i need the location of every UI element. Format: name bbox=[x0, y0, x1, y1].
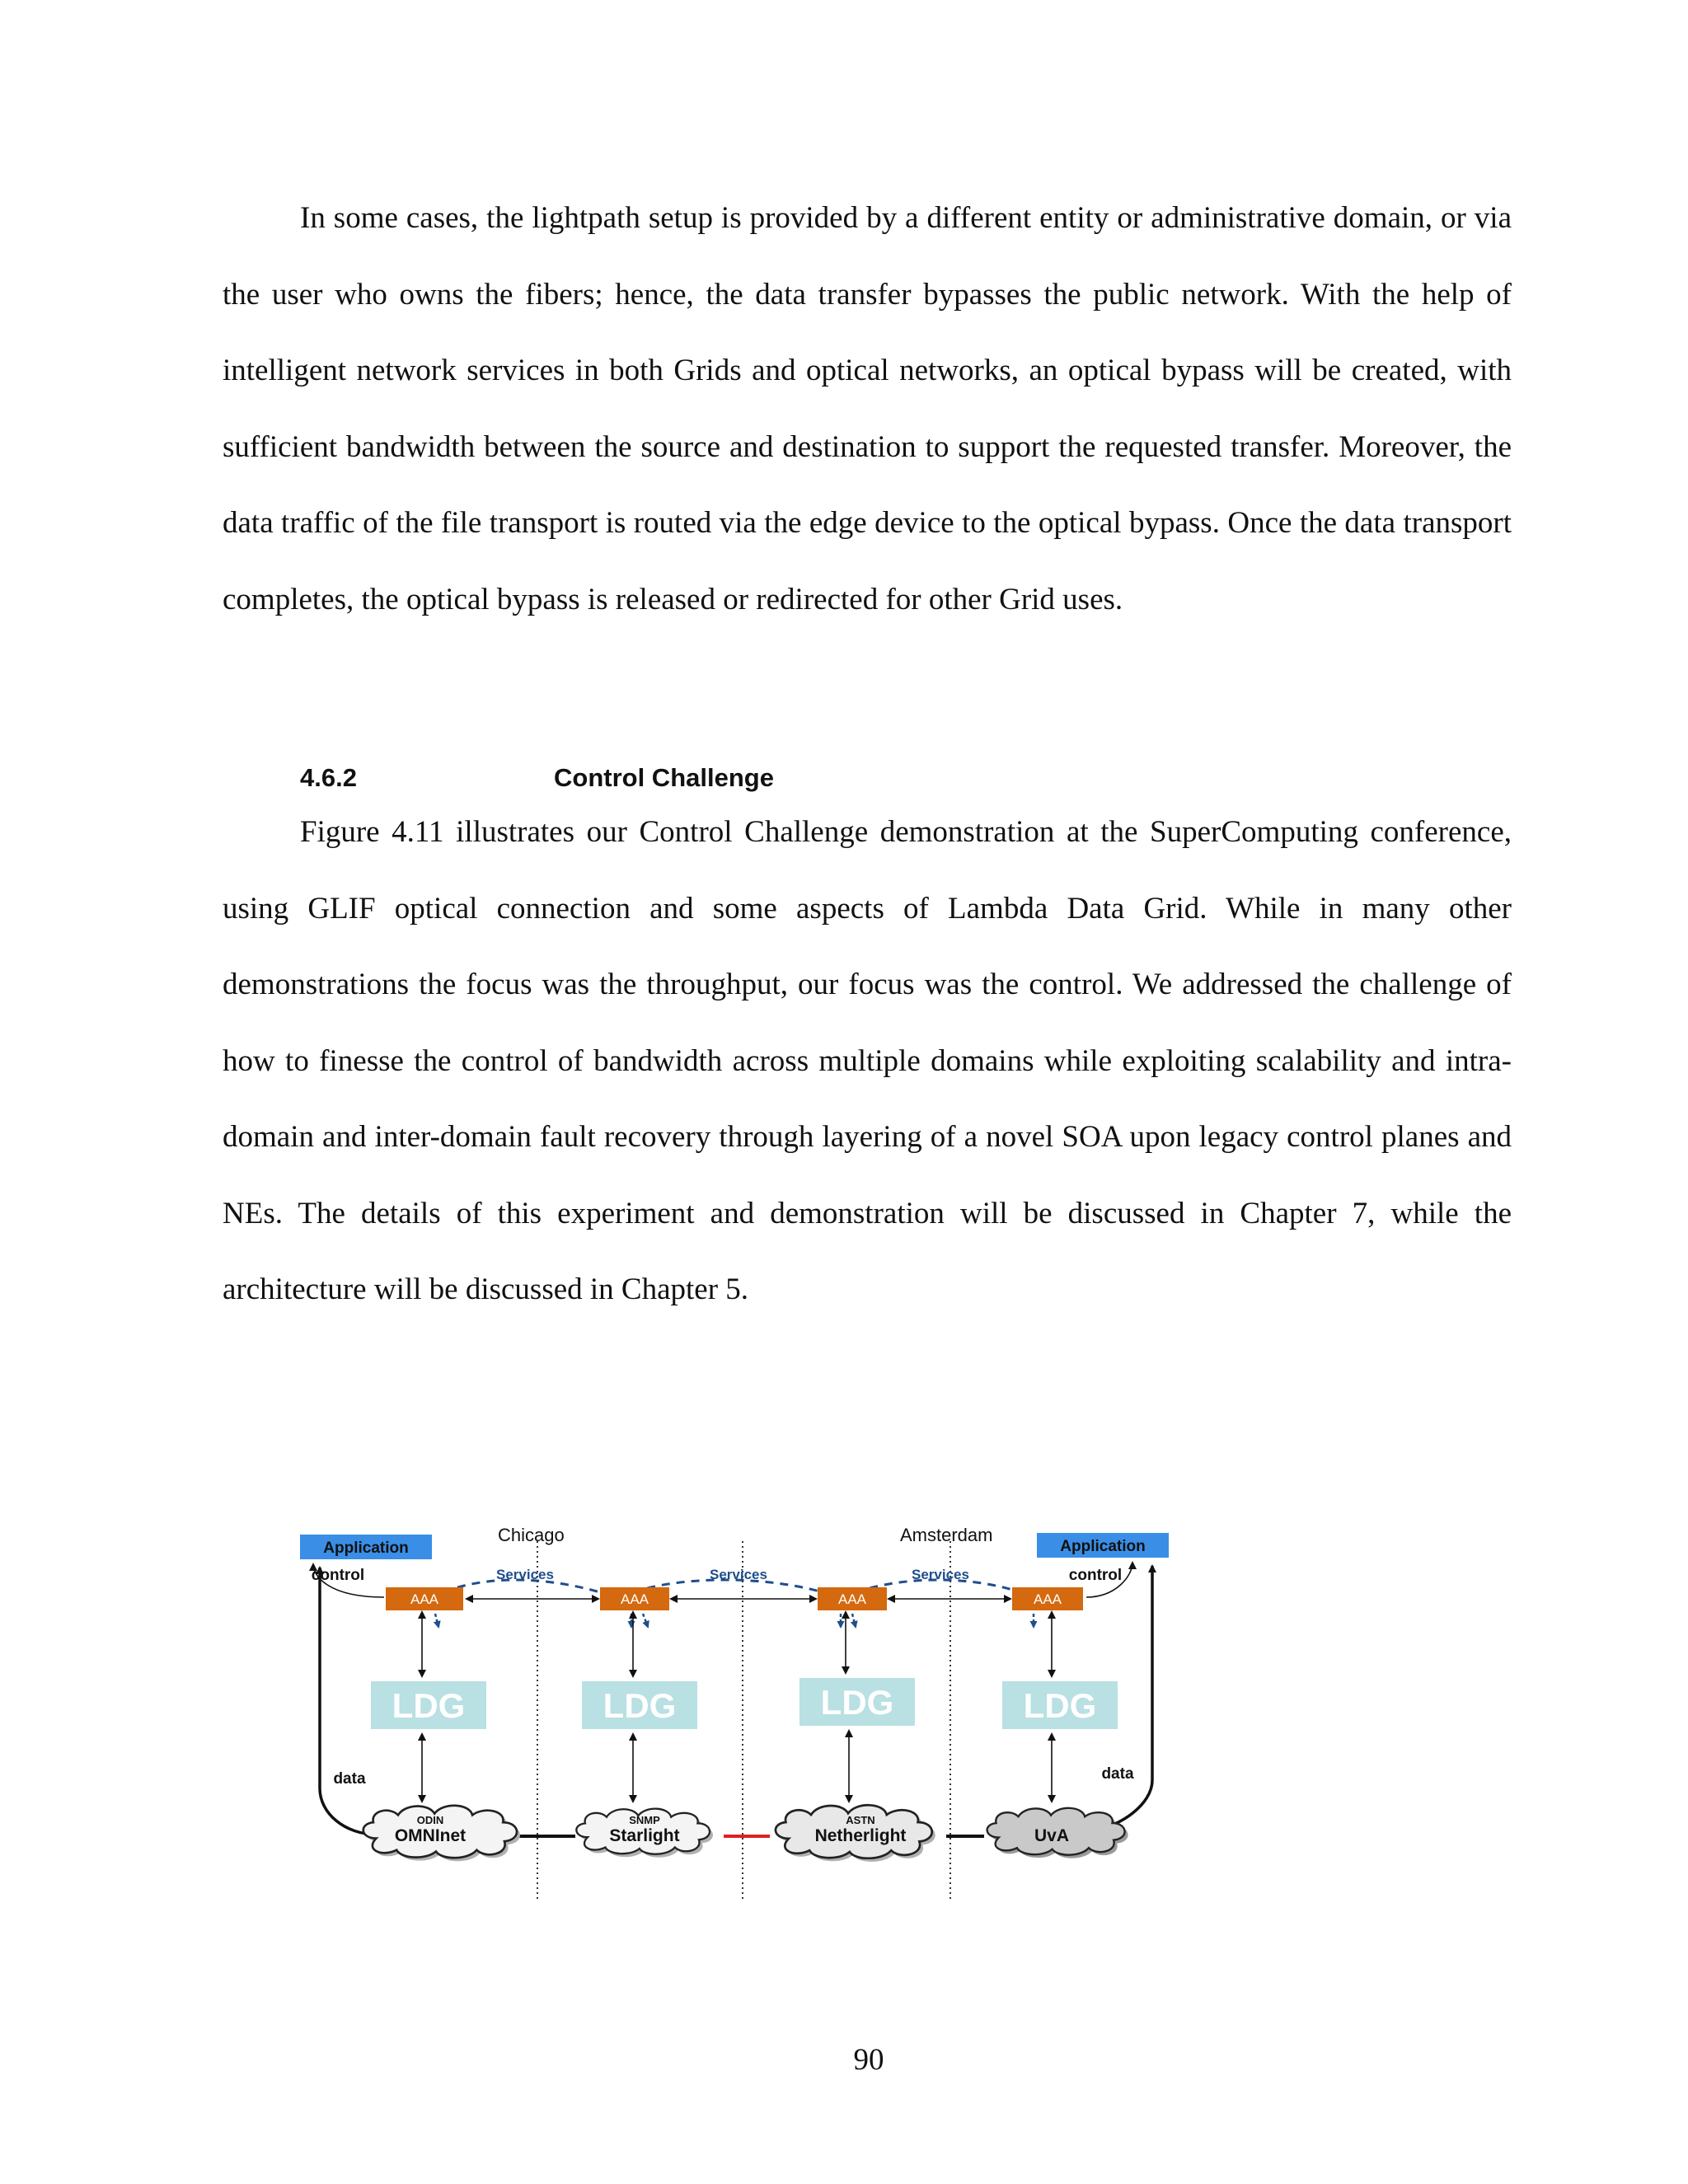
aaa-node-2 bbox=[600, 1587, 669, 1610]
control-label-right: control bbox=[1068, 1567, 1123, 1584]
paragraph-1-text: In some cases, the lightpath setup is provided by a different entity or administrative domain, or via the user who owns the fibers; hence, the data transfer bypasses the public network. With the help of intelligent network services in both Grids and optical networks, an optical bypass will be created, with sufficient bandwidth between the source and destination to support the requested transfer. Moreover, the data traffic of the file transport is routed via the edge device to the optical bypass. Once the data transport completes, the optical bypass is released or redirected for other Grid uses. bbox=[223, 201, 1512, 616]
aaa-label-2: AAA bbox=[620, 1591, 649, 1607]
paragraph-lightpath bbox=[223, 180, 1512, 638]
application-label-left: Application bbox=[323, 1540, 409, 1557]
aaa-node-1 bbox=[386, 1587, 463, 1610]
section-heading bbox=[300, 762, 774, 794]
services-label-1: Services bbox=[496, 1567, 554, 1582]
cloud-omninet bbox=[363, 1806, 520, 1861]
aaa-label-1: AAA bbox=[410, 1591, 439, 1607]
blue-arrows bbox=[435, 1614, 1034, 1627]
control-label-left: control bbox=[311, 1567, 365, 1584]
aaa-label-4: AAA bbox=[1033, 1591, 1062, 1607]
aaa-label-3: AAA bbox=[837, 1591, 867, 1607]
page-number: 90 bbox=[853, 2043, 884, 2077]
ldg-label-4: LDG bbox=[1023, 1686, 1097, 1725]
ldg-node-2 bbox=[582, 1681, 697, 1729]
ldg-label-1: LDG bbox=[392, 1686, 466, 1725]
cloud-uva bbox=[987, 1808, 1128, 1858]
cloud-name-netherlight: Netherlight bbox=[814, 1826, 907, 1845]
city-label-amsterdam: Amsterdam bbox=[900, 1525, 993, 1545]
ldg-node-1 bbox=[371, 1681, 486, 1729]
paragraph-2-text: Figure 4.11 illustrates our Control Challenge demonstration at the SuperComputing conference, using GLIF optical connection and some aspects of Lambda Data Grid. While in many other demonstrations the focus was the throughput, our focus was the control. We addressed the challenge of how to finesse the control of bandwidth across multiple domains while exploiting scalability and intra-domain and inter-domain fault recovery through layering of a novel SOA upon legacy control planes and NEs. The details of this experiment and demonstration will be discussed in Chapter 7, while the architecture will be discussed in Chapter 5. bbox=[223, 815, 1512, 1306]
services-label-3: Services bbox=[912, 1567, 969, 1582]
control-challenge-figure bbox=[295, 1516, 1185, 1912]
ldg-label-3: LDG bbox=[820, 1683, 894, 1722]
cloud-starlight bbox=[576, 1809, 713, 1858]
ldg-node-4 bbox=[1002, 1681, 1118, 1729]
cloud-name-starlight: Starlight bbox=[609, 1826, 680, 1845]
section-number: 4.6.2 bbox=[300, 763, 357, 792]
cloud-netherlight bbox=[776, 1805, 935, 1862]
ldg-label-2: LDG bbox=[603, 1686, 677, 1725]
cloud-name-uva: UvA bbox=[1034, 1826, 1070, 1845]
application-label-right: Application bbox=[1060, 1538, 1146, 1555]
cloud-protocol-snmp: SNMP bbox=[629, 1814, 660, 1826]
paragraph-control-challenge bbox=[223, 794, 1512, 1329]
cloud-protocol-astn: ASTN bbox=[846, 1814, 875, 1826]
aaa-node-3 bbox=[818, 1587, 887, 1610]
data-loop-left bbox=[320, 1568, 377, 1835]
services-label-2: Services bbox=[710, 1567, 767, 1582]
cloud-protocol-odin: ODIN bbox=[416, 1814, 444, 1826]
ldg-node-3 bbox=[799, 1678, 915, 1726]
data-label-right: data bbox=[1101, 1765, 1134, 1783]
section-title: Control Challenge bbox=[554, 763, 774, 792]
cloud-name-omninet: OMNInet bbox=[394, 1826, 467, 1845]
aaa-node-4 bbox=[1012, 1587, 1083, 1610]
data-label-left: data bbox=[333, 1770, 366, 1788]
city-label-chicago: Chicago bbox=[498, 1525, 565, 1545]
